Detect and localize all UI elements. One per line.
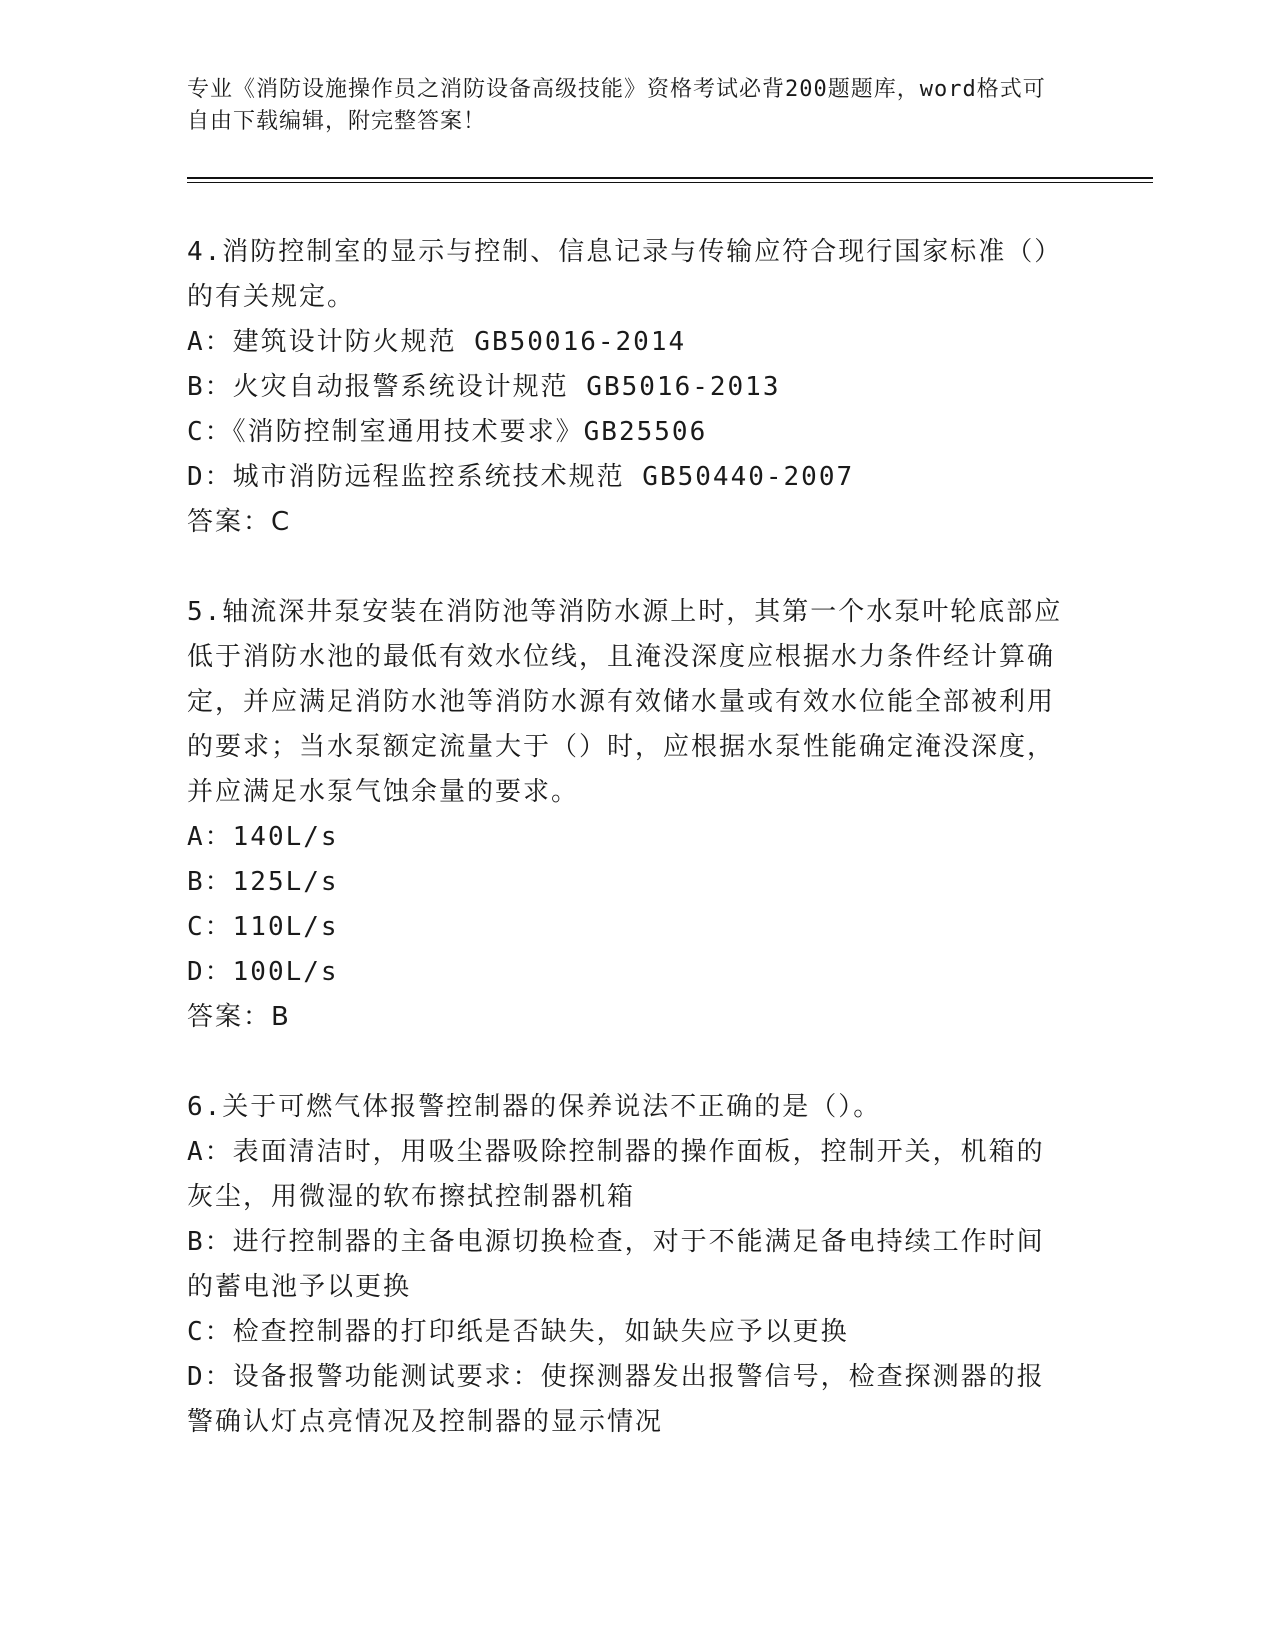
option-b: B：火灾自动报警系统设计规范 GB5016-2013 — [187, 372, 781, 402]
spacer — [187, 545, 1067, 590]
question-list — [187, 230, 1067, 1445]
option-c: C：110L/s — [187, 912, 339, 942]
option-c: C：《消防控制室通用技术要求》GB25506 — [187, 417, 708, 447]
question-6 — [187, 1085, 1067, 1445]
answer-label: 答案：C — [187, 507, 292, 537]
question-5 — [187, 590, 1067, 1040]
answer-label: 答案：B — [187, 1002, 291, 1032]
header-rule-top — [187, 177, 1153, 179]
option-d: D：设备报警功能测试要求：使探测器发出报警信号，检查探测器的报警确认灯点亮情况及控制器的显示情况 — [187, 1362, 1045, 1437]
option-d: D：100L/s — [187, 957, 339, 987]
option-d: D：城市消防远程监控系统技术规范 GB50440-2007 — [187, 462, 855, 492]
document-header: 专业《消防设施操作员之消防设备高级技能》资格考试必背200题题库，word格式可自由下载编辑，附完整答案！ — [187, 77, 1046, 134]
option-b: B：125L/s — [187, 867, 339, 897]
question-stem: 6.关于可燃气体报警控制器的保养说法不正确的是（）。 — [187, 1092, 882, 1122]
option-a: A：表面清洁时，用吸尘器吸除控制器的操作面板，控制开关，机箱的灰尘，用微湿的软布擦拭控制器机箱 — [187, 1137, 1045, 1212]
question-stem: 4.消防控制室的显示与控制、信息记录与传输应符合现行国家标准（）的有关规定。 — [187, 237, 1063, 312]
spacer — [187, 1040, 1067, 1085]
question-4 — [187, 230, 1067, 545]
option-b: B：进行控制器的主备电源切换检查，对于不能满足备电持续工作时间的蓄电池予以更换 — [187, 1227, 1045, 1302]
option-a: A：140L/s — [187, 822, 339, 852]
option-c: C：检查控制器的打印纸是否缺失，如缺失应予以更换 — [187, 1317, 849, 1347]
header-rule-bottom — [187, 182, 1153, 183]
question-stem: 5.轴流深井泵安装在消防池等消防水源上时，其第一个水泵叶轮底部应低于消防水池的最低有效水位线，且淹没深度应根据水力条件经计算确定，并应满足消防水池等消防水源有效储水量或有效水位能全部被利用的要求；当水泵额定流量大于（）时，应根据水泵性能确定淹没深度，并应满足水泵气蚀余量的要求。 — [187, 597, 1063, 807]
option-a: A：建筑设计防火规范 GB50016-2014 — [187, 327, 687, 357]
